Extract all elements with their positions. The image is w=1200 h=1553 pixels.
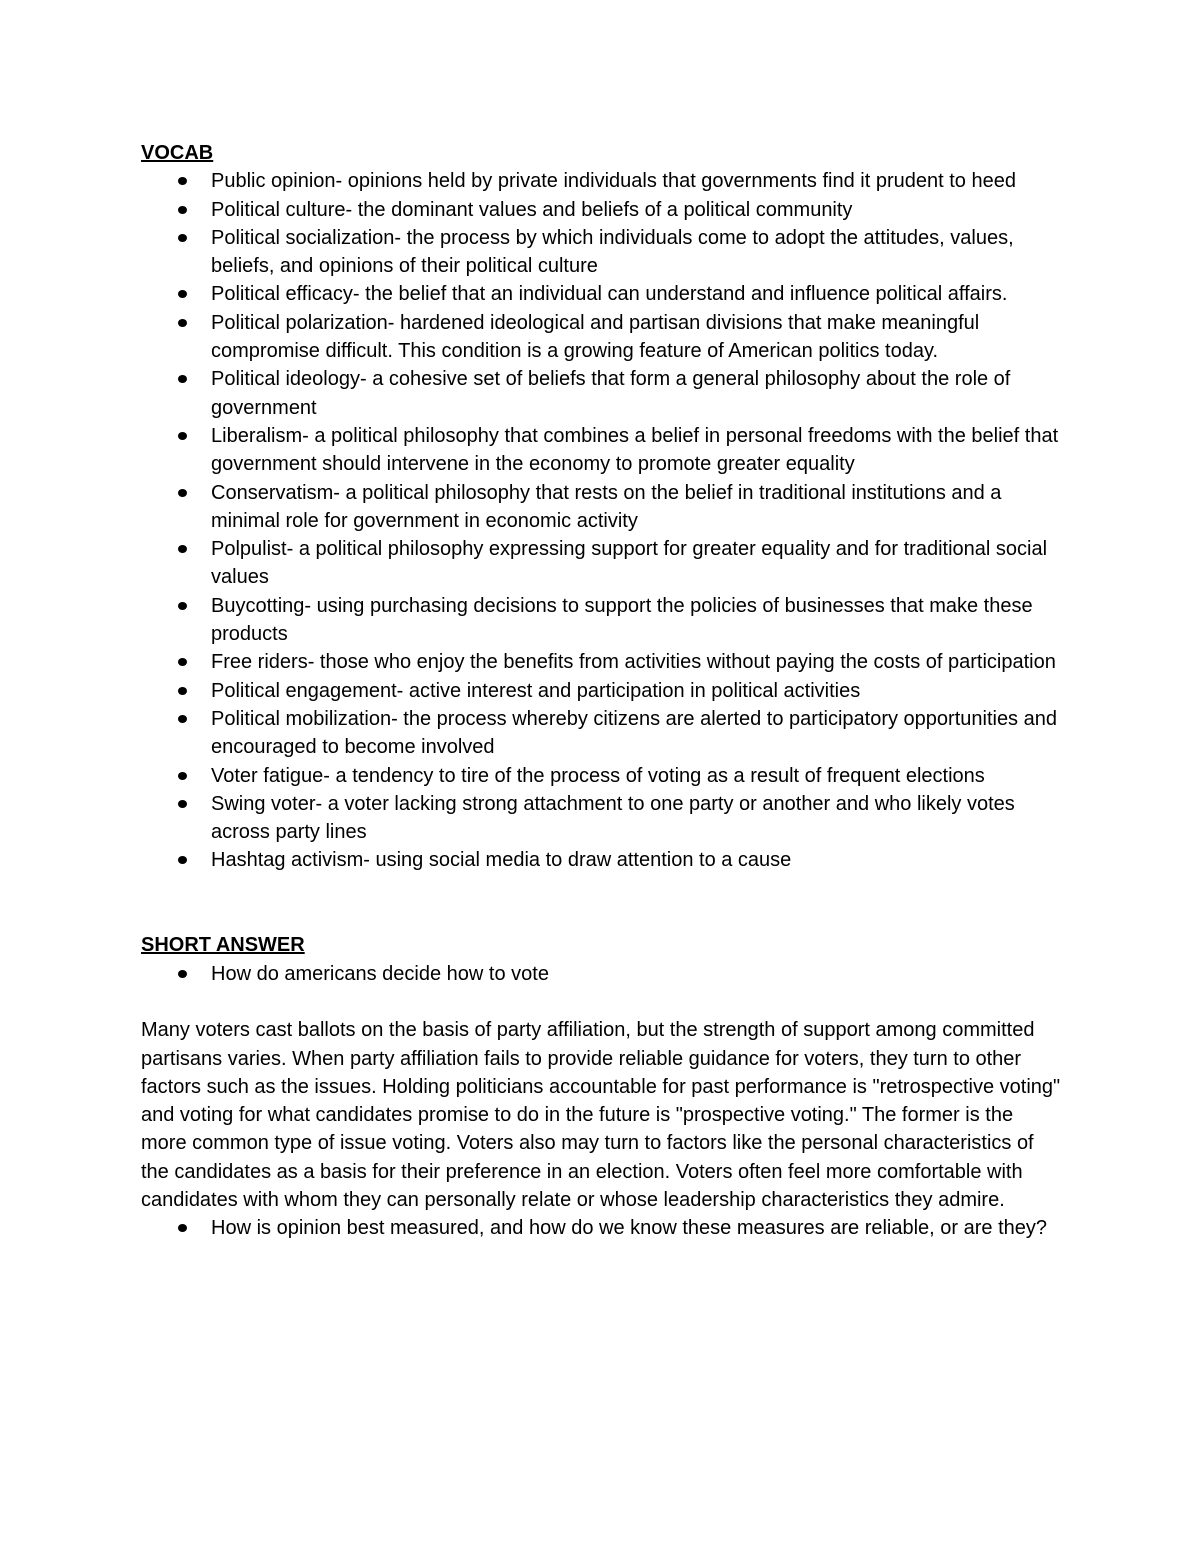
bullet-icon bbox=[178, 319, 187, 327]
question-item bbox=[141, 1214, 1061, 1242]
section-spacer bbox=[141, 875, 1061, 932]
vocab-item bbox=[141, 365, 1061, 422]
bullet-icon bbox=[178, 715, 187, 723]
vocab-item-text: Conservatism- a political philosophy that rests on the belief in traditional institutions and a minimal role for government in economic activity bbox=[211, 481, 1002, 532]
bullet-icon bbox=[178, 375, 187, 383]
paragraph-spacer bbox=[141, 988, 1061, 1016]
answer-paragraph: Many voters cast ballots on the basis of party affiliation, but the strength of support among committed partisans varies. When party affiliation fails to provide reliable guidance for voters, they turn to other factors such as the issues. Holding politicians accountable for past performance is "retrospective voting" and voting for what candidates promise to do in the future is "prospective voting." The former is the more common type of issue voting. Voters also may turn to factors like the personal characteristics of the candidates as a basis for their preference in an election. Voters often feel more comfortable with candidates with whom they can personally relate or whose leadership characteristics they admire. bbox=[141, 1019, 1061, 1211]
vocab-item bbox=[141, 648, 1061, 676]
vocab-item-text: Free riders- those who enjoy the benefits from activities without paying the costs of participation bbox=[211, 651, 1056, 674]
bullet-icon bbox=[178, 772, 187, 780]
vocab-item-text: Polpulist- a political philosophy expressing support for greater equality and for traditional social values bbox=[211, 538, 1048, 589]
bullet-icon bbox=[178, 800, 187, 808]
bullet-icon bbox=[178, 432, 187, 440]
bullet-icon bbox=[178, 234, 187, 242]
short-answer-question-list bbox=[141, 960, 1061, 988]
vocab-item bbox=[141, 167, 1061, 195]
vocab-item-text: Hashtag activism- using social media to draw attention to a cause bbox=[211, 849, 792, 872]
vocab-item-text: Buycotting- using purchasing decisions to support the policies of businesses that make these products bbox=[211, 594, 1033, 646]
vocab-item bbox=[141, 280, 1061, 308]
vocab-item bbox=[141, 705, 1061, 762]
vocab-heading: VOCAB bbox=[141, 142, 214, 164]
vocab-item bbox=[141, 535, 1061, 592]
bullet-icon bbox=[178, 1224, 187, 1232]
short-answer-question-list bbox=[141, 1214, 1061, 1242]
vocab-item-text: Voter fatigue- a tendency to tire of the process of voting as a result of frequent elections bbox=[211, 764, 985, 787]
bullet-icon bbox=[178, 970, 187, 978]
question-text: How do americans decide how to vote bbox=[211, 962, 549, 985]
bullet-icon bbox=[178, 545, 187, 553]
vocab-item-text: Political polarization- hardened ideological and partisan divisions that make meaningful compromise difficult. This condition is a growing feature of American politics today. bbox=[211, 311, 980, 363]
vocab-item-text: Political culture- the dominant values and beliefs of a political community bbox=[211, 198, 853, 221]
bullet-icon bbox=[178, 602, 187, 610]
vocab-list bbox=[141, 167, 1061, 874]
vocab-item bbox=[141, 196, 1061, 224]
vocab-item-text: Political socialization- the process by which individuals come to adopt the attitudes, values, beliefs, and opinions of their political culture bbox=[211, 226, 1014, 278]
bullet-icon bbox=[178, 177, 187, 185]
bullet-icon bbox=[178, 658, 187, 666]
bullet-icon bbox=[178, 856, 187, 864]
vocab-item bbox=[141, 479, 1061, 536]
bullet-icon bbox=[178, 687, 187, 695]
vocab-item bbox=[141, 224, 1061, 281]
vocab-item bbox=[141, 422, 1061, 479]
vocab-item bbox=[141, 309, 1061, 366]
question-text: How is opinion best measured, and how do we know these measures are reliable, or are they? bbox=[211, 1217, 1048, 1240]
vocab-item-text: Political mobilization- the process whereby citizens are alerted to participatory opportunities and encouraged to become involved bbox=[211, 707, 1057, 759]
vocab-item bbox=[141, 677, 1061, 705]
short-answer-heading: SHORT ANSWER bbox=[141, 934, 305, 957]
vocab-item bbox=[141, 592, 1061, 649]
vocab-item-text: Political efficacy- the belief that an individual can understand and influence political affairs. bbox=[211, 283, 1008, 306]
bullet-icon bbox=[178, 206, 187, 214]
vocab-item-text: Public opinion- opinions held by private individuals that governments find it prudent to heed bbox=[211, 170, 1016, 193]
bullet-icon bbox=[178, 290, 187, 298]
vocab-item-text: Liberalism- a political philosophy that combines a belief in personal freedoms with the belief that government should intervene in the economy to promote greater equality bbox=[211, 424, 1059, 476]
vocab-item bbox=[141, 790, 1061, 847]
vocab-item-text: Swing voter- a voter lacking strong attachment to one party or another and who likely votes across party lines bbox=[211, 792, 1015, 844]
question-item bbox=[141, 960, 1061, 988]
bullet-icon bbox=[178, 489, 187, 497]
vocab-item bbox=[141, 846, 1061, 874]
vocab-item-text: Political engagement- active interest and participation in political activities bbox=[211, 679, 861, 702]
document-content bbox=[141, 139, 1061, 1243]
vocab-item bbox=[141, 762, 1061, 790]
vocab-item-text: Political ideology- a cohesive set of beliefs that form a general philosophy about the role of government bbox=[211, 368, 1011, 419]
